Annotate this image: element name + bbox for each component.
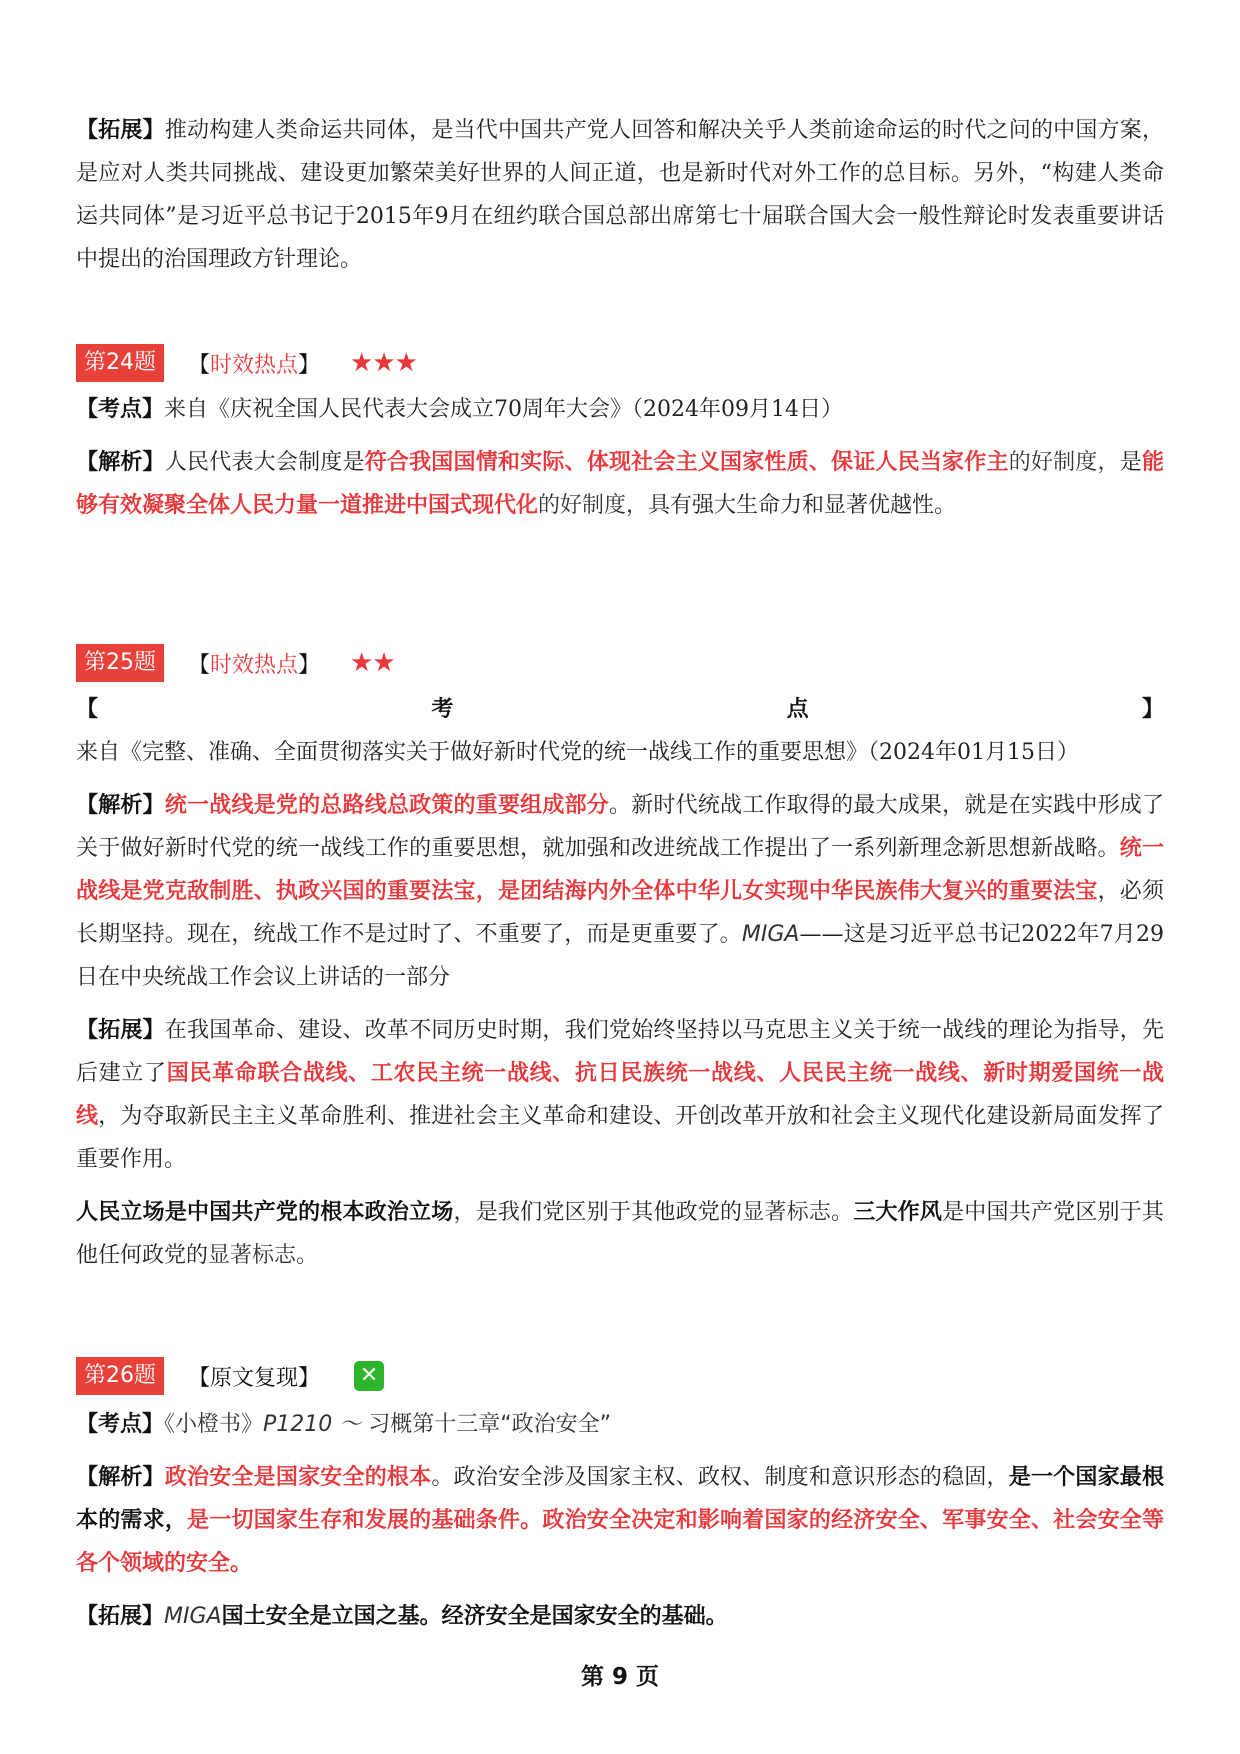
tag-bracket: 【 [188,1365,211,1391]
text-segment: 国土安全是立国之基。经济安全是国家安全的基础。 [221,1604,728,1629]
tag-bracket: 】 [298,652,321,678]
text-segment: 。 [831,1200,854,1225]
paragraph [76,1595,1164,1638]
question-24-body [76,388,1164,527]
text-segment: 是一个国家最根本的需求， [76,1465,1164,1533]
paragraph [76,1403,1164,1446]
text-segment: 。 [296,1243,319,1268]
text-segment: ，为夺取新民主主义革命胜利、推进社会主义革命和建设、开创改革开放和社会主义现代化建设新局面发挥了重要作用。 [76,1104,1164,1172]
text-segment: 【考点】 [76,1412,165,1437]
tag-bracket: 】 [298,1365,321,1391]
text-segment: ，必须长期坚持。现在，统战工作不是过时了、不重要了，而是更重要了。 [76,879,1164,947]
text-segment: 显著标志 [742,1200,832,1225]
text-segment: 【解析】 [76,450,165,475]
text-segment: 推动构建人类命运共同体，是当代中国共产党人回答和解决关乎人类前途命运的时代之问的中国方案，是应对人类共同挑战、建设更加繁荣美好世界的人间正道，也是新时代对外工作的总目标。另外，“构建人类命运共同体”是习近平总书记于2015年9月在纽约联合国总部出席第七十届联合国大会一般性辩论时发表重要讲话中提出的治国理政方针理论。 [76,118,1164,272]
question-25-header [76,644,395,682]
text-segment: 在我国革命、建设、改革不同历史时期，我们党始终坚持以马克思主义关于统一战线的理论为指导，先后建立了 [76,1018,1164,1086]
star-rating-icon: ★★ [350,648,395,678]
page-number: 第 9 页 [580,1664,660,1690]
highlight-text: 能够有效凝聚全体人民力量一道推进中国式现代化 [76,450,1164,518]
text-segment: MIGA [741,922,800,947]
text-segment: 三大作风 [853,1200,943,1225]
question-tag [188,348,320,379]
text-segment: 【拓展】 [76,1018,165,1043]
tag-bracket: 】 [298,352,321,378]
text-segment: 人民立场是中国共产党的根本政治立场 [76,1200,454,1225]
question-number-badge: 第26题 [76,1357,164,1395]
tag-label: 原文复现 [210,1365,299,1391]
paragraph [76,109,1164,281]
question-26-body [76,1403,1164,1638]
text-segment: ，是我们党区别于其他政党的 [453,1200,743,1225]
text-segment: ——这是习近平总书记2022年7月29日在中央统战工作会议上讲话的一部分 [76,922,1164,990]
text-segment: 【拓展】 [76,1604,165,1629]
text-segment: 。新时代统战工作取得的最大成果，就是在实践中形成了关于做好新时代党的统一战线工作的重要思想，就加强和改进统战工作提出了一系列新理念新思想新战略。 [76,793,1164,861]
question-24-header [76,344,417,382]
highlight-text: 是一切国家生存和发展的基础条件。政治安全决定和影响着国家的经济安全、军事安全、社会安全等各个领域的安全。 [76,1508,1164,1576]
paragraph [76,441,1164,527]
text-segment: 来自《庆祝全国人民代表大会成立70周年大会》（2024年09月14日） [164,397,843,422]
text-segment: 是中国共产党区别于其他任何政党的 [76,1200,1164,1268]
text-block-23-extension [76,109,1164,281]
highlight-text: 统一战线是党克敌制胜、执政兴国的重要法宝，是团结海内外全体中华儿女实现中华民族伟大复兴的重要法宝 [76,836,1164,904]
paragraph [76,784,1164,999]
paragraph [76,688,1164,774]
paragraph [76,1191,1164,1277]
text-segment: 【拓展】 [76,118,165,143]
text-segment: 具有强大生命力和显著优越性。 [648,493,957,518]
text-segment: 来自《完整、准确、全面贯彻落实关于做好新时代党的统一战线工作的重要思想》（2024年01月15日） [76,740,1079,765]
text-segment: 是 [1119,450,1142,475]
highlight-text: 符合我国国情和实际、体现社会主义国家性质、保证人民当家作主 [364,450,1009,475]
text-segment: 的好制度， [1008,450,1120,475]
text-segment: 《小橙书》 [164,1412,264,1437]
text-segment: 人民代表大会制度是 [164,450,365,475]
paragraph [76,1009,1164,1181]
question-number-badge: 第25题 [76,644,164,682]
question-tag [188,1361,320,1392]
cross-mark-icon: ✕ [354,1361,384,1391]
paragraph [76,388,1164,431]
tag-bracket: 【 [188,352,211,378]
question-26-header [76,1357,384,1395]
text-segment: 的好制度， [538,493,649,518]
highlight-text: 国民革命联合战线、工农民主统一战线、抗日民族统一战线、人民民主统一战线、新时期爱国统一战线 [76,1061,1164,1129]
text-segment: 【解析】 [76,1465,165,1490]
question-tag [188,648,320,679]
star-rating-icon: ★★★ [350,348,417,378]
question-25-body [76,688,1164,1277]
highlight-text: 政治安全是国家安全的根本 [164,1465,432,1490]
question-number-badge: 第24题 [76,344,164,382]
text-segment: 习概第十三章“政治安全” [368,1412,612,1437]
text-segment: 显著标志 [208,1243,297,1268]
text-segment: 【考点】 [76,697,1164,722]
tag-label: 时效热点 [210,652,299,678]
text-segment: MIGA [164,1604,222,1629]
text-segment: 【解析】 [76,793,165,818]
text-segment: P1210 ～ [263,1412,369,1437]
text-segment: 。政治安全涉及国家主权、政权、制度和意识形态的稳固， [431,1465,1009,1490]
text-segment: 【考点】 [76,397,165,422]
highlight-text: 统一战线是党的总路线总政策的重要组成部分 [164,793,609,818]
tag-label: 时效热点 [210,352,299,378]
tag-bracket: 【 [188,652,211,678]
paragraph [76,1456,1164,1585]
